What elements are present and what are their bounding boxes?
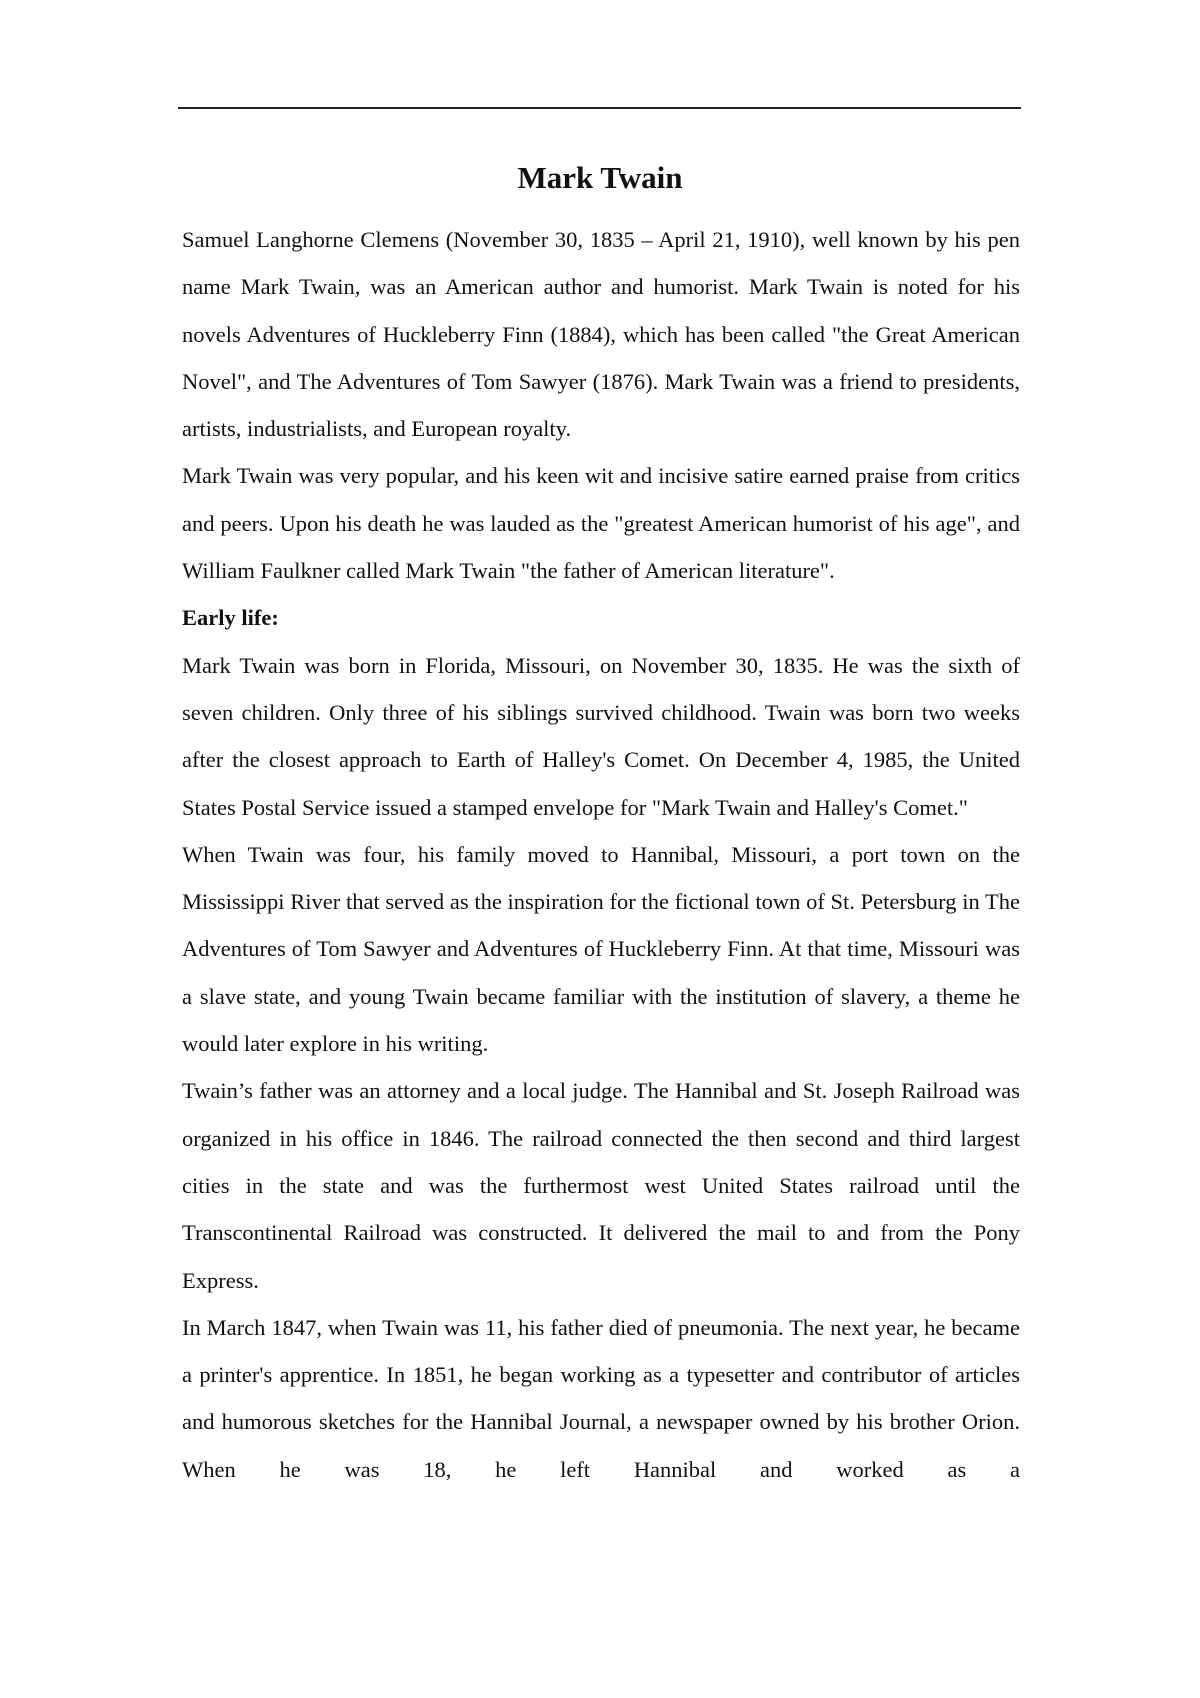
paragraph-intro-1: Samuel Langhorne Clemens (November 30, 1835 – April 21, 1910), well known by his pen name Mark Twain, was an American author and humorist. Mark Twain is noted for his novels Adventures of Huckleberry Finn (1884), which has been called "the Great American Novel", and The Adventures of Tom Sawyer (1876). Mark Twain was a friend to presidents, artists, industrialists, and European royalty. (182, 227, 1020, 442)
page-title: Mark Twain (517, 160, 683, 195)
section-heading-early-life: Early life: (182, 605, 279, 631)
paragraph-early-life-3: Twain’s father was an attorney and a local judge. The Hannibal and St. Joseph Railroad was organized in his office in 1846. The railroad connected the then second and third largest cities in the state and was the furthermost west United States railroad until the Transcontinental Railroad was constructed. It delivered the mail to and from the Pony Express. (182, 1078, 1020, 1293)
paragraph-intro-2: Mark Twain was very popular, and his keen wit and incisive satire earned praise from critics and peers. Upon his death he was lauded as the "greatest American humorist of his age", and William Faulkner called Mark Twain "the father of American literature". (182, 463, 1020, 584)
document-body (182, 216, 1020, 1493)
paragraph-early-life-4: In March 1847, when Twain was 11, his father died of pneumonia. The next year, he became a printer's apprentice. In 1851, he began working as a typesetter and contributor of articles and humorous sketches for the Hannibal Journal, a newspaper owned by his brother Orion. When he was 18, he left Hannibal and worked as a (182, 1314, 1020, 1482)
header-rule (178, 107, 1021, 109)
paragraph-early-life-1: Mark Twain was born in Florida, Missouri, on November 30, 1835. He was the sixth of seven children. Only three of his siblings survived childhood. Twain was born two weeks after the closest approach to Earth of Halley's Comet. On December 4, 1985, the United States Postal Service issued a stamped envelope for "Mark Twain and Halley's Comet." (182, 652, 1020, 820)
paragraph-early-life-2: When Twain was four, his family moved to Hannibal, Missouri, a port town on the Mississippi River that served as the inspiration for the fictional town of St. Petersburg in The Adventures of Tom Sawyer and Adventures of Huckleberry Finn. At that time, Missouri was a slave state, and young Twain became familiar with the institution of slavery, a theme he would later explore in his writing. (182, 841, 1020, 1057)
